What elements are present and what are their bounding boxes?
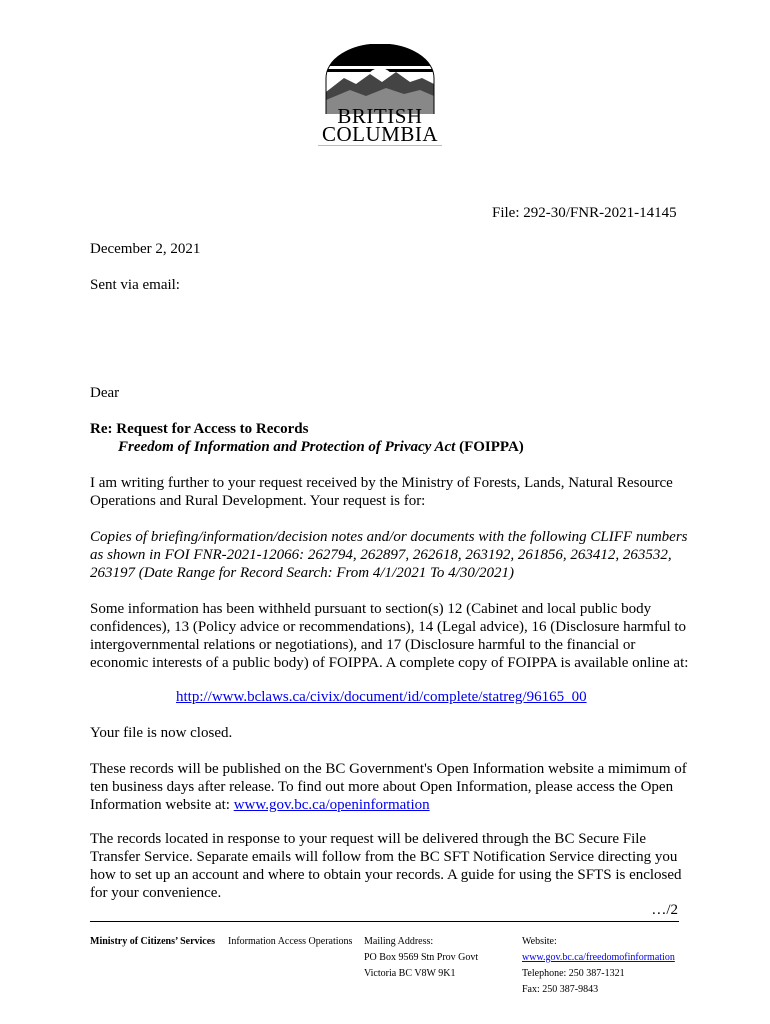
act-abbreviation: (FOIPPA) (455, 439, 524, 455)
mailing-line-1: PO Box 9569 Stn Prov Govt (364, 952, 479, 963)
telephone: Telephone: 250 387-1321 (522, 968, 625, 979)
footer-divider (90, 921, 679, 922)
subject-act (118, 438, 524, 456)
logo-word-british: BRITISH (337, 104, 423, 128)
delivery-paragraph: The records located in response to your request will be delivered through the BC Secure File Transfer Service. Separate emails will follow from the BC SFT Notification Service directing you how to set up an account and where to obtain your records. A guide for using the SFTS is enclosed for your convenience. (90, 831, 682, 901)
mailing-line-2: Victoria BC V8W 9K1 (364, 968, 456, 979)
file-closed-paragraph: Your file is now closed. (90, 725, 233, 741)
file-reference: File: 292-30/FNR-2021-14145 (492, 205, 677, 221)
bc-government-logo (300, 44, 460, 148)
page-continuation-marker: …/2 (651, 902, 678, 918)
logo-word-columbia: COLUMBIA (321, 122, 438, 146)
sent-via: Sent via email: (90, 277, 180, 293)
letter-date: December 2, 2021 (90, 241, 201, 257)
publication-paragraph (90, 760, 690, 814)
fax: Fax: 250 387-9843 (522, 984, 599, 995)
act-title: Freedom of Information and Protection of Privacy Act (118, 439, 456, 455)
footer-mailing-address (364, 934, 478, 982)
open-information-link[interactable]: www.gov.bc.ca/openinformation (233, 797, 430, 813)
subject-line: Re: Request for Access to Records (90, 421, 309, 437)
footer-contact (522, 934, 675, 998)
footer-office: Information Access Operations (228, 936, 353, 947)
footer-ministry: Ministry of Citizens’ Services (90, 936, 216, 947)
intro-paragraph: I am writing further to your request received by the Ministry of Forests, Lands, Natural Resource Operations and Rural Development. Your request is for: (90, 475, 673, 509)
website-link[interactable]: www.gov.bc.ca/freedomofinformation (522, 952, 675, 963)
request-text: Copies of briefing/information/decision notes and/or documents with the following CLIFF numbers as shown in FOI FNR-2021-12066: 262794, 262897, 262618, 263192, 261856, 263412, 263532, 263197 (Date Range for Record Search: From 4/1/2021 To 4/30/2021) (90, 529, 688, 581)
salutation: Dear (90, 385, 120, 401)
foippa-link[interactable]: http://www.bclaws.ca/civix/document/id/complete/statreg/96165_00 (176, 689, 587, 705)
publication-text: These records will be published on the BC Government's Open Information website a mimimum of ten business days after release. To find out more about Open Information, please access the Open Information website at: (90, 761, 687, 813)
logo-underline (318, 145, 442, 146)
website-label: Website: (522, 936, 557, 947)
withheld-paragraph: Some information has been withheld pursuant to section(s) 12 (Cabinet and local public body confidences), 13 (Policy advice or recommendations), 14 (Legal advice), 16 (Disclosure harmful to intergovernmental relations or negotiations), and 17 (Disclosure harmful to the financial or economic interests of a public body) of FOIPPA. A complete copy of FOIPPA is available online at: (90, 601, 689, 671)
mailing-label: Mailing Address: (364, 936, 434, 947)
